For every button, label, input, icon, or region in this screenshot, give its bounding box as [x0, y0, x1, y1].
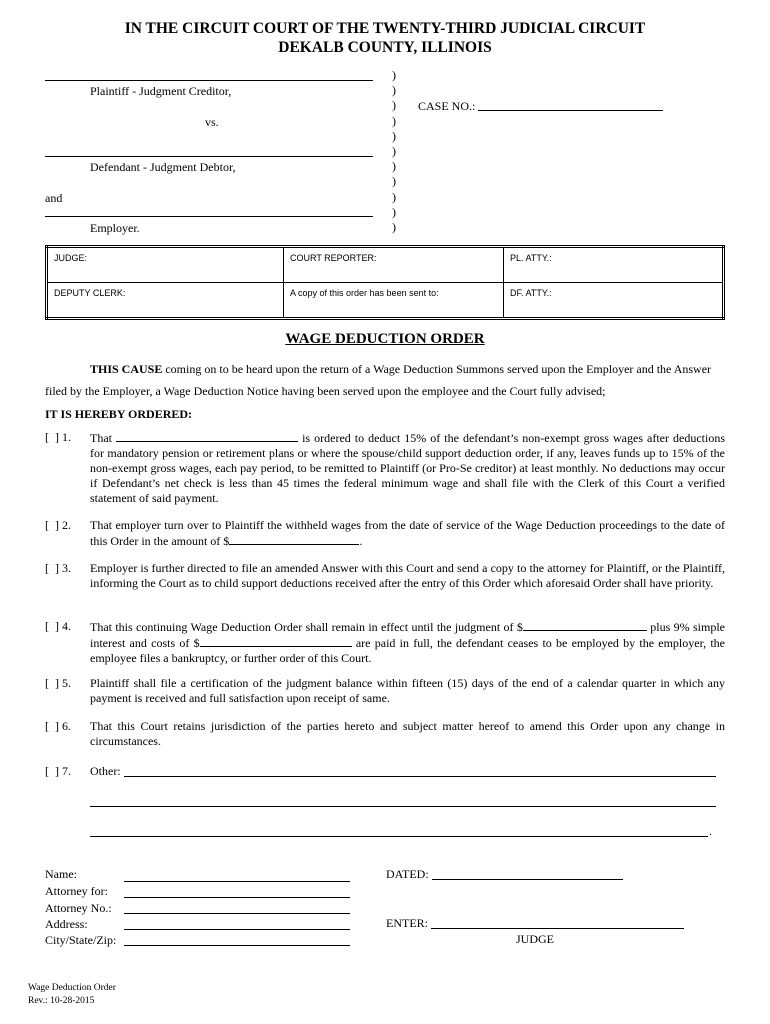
order-title: WAGE DEDUCTION ORDER — [285, 331, 485, 347]
item-4-checkbox[interactable]: [ ] 4. — [45, 619, 71, 633]
caption-paren: ) — [392, 68, 396, 82]
judge-cell[interactable] — [47, 247, 284, 283]
plaintiff-line[interactable] — [45, 80, 373, 81]
caption-paren: ) — [392, 98, 396, 113]
attorney-for-field[interactable] — [124, 897, 350, 898]
costs-amount-field[interactable] — [200, 635, 352, 647]
pl-atty-cell[interactable] — [504, 247, 724, 283]
item-2-text: That employer turn over to Plaintiff the withheld wages from the date of service of the Wage Deduction proceedings to the date of this Order in the amount of $ . — [90, 518, 725, 548]
case-no-label: CASE NO.: — [418, 99, 476, 113]
order-item-7 — [45, 764, 725, 780]
order-item-3 — [45, 561, 725, 607]
deputy-clerk-cell[interactable] — [47, 283, 284, 319]
court-name: IN THE CIRCUIT COURT OF THE TWENTY-THIRD JUDICIAL CIRCUIT — [124, 20, 646, 37]
employer-label: Employer. — [90, 221, 140, 235]
caption-paren: ) — [392, 174, 396, 189]
item-4-text: That this continuing Wage Deduction Order shall remain in effect until the judgment of $ plus 9% simple interest and costs of $ are paid in full, the defendant ceases to be employed by the employer, the employee files a bankruptcy, or further order of this Court. — [90, 620, 726, 665]
item-7-text: Other: — [90, 764, 121, 778]
vs-label: vs. — [205, 115, 219, 129]
address-label: Address: — [45, 917, 88, 931]
item-3-text: Employer is further directed to file an amended Answer with this Court and send a copy to the attorney for Plaintiff, or the Plaintiff, informing the Court as to child support deductions received after the entry of this Order which aforesaid Order shall have priority. — [90, 561, 725, 590]
df-atty-label: DF. ATTY.: — [510, 288, 552, 298]
name-field[interactable] — [124, 881, 350, 882]
caption-paren: ) — [392, 83, 396, 98]
judge-signature-line[interactable] — [431, 928, 684, 929]
item-3-checkbox[interactable]: [ ] 3. — [45, 561, 71, 575]
order-item-5 — [45, 676, 725, 708]
court-reporter-label: COURT REPORTER: — [290, 253, 377, 263]
this-cause-label: THIS CAUSE — [90, 362, 163, 376]
df-atty-cell[interactable] — [504, 283, 724, 319]
item-6-checkbox[interactable]: [ ] 6. — [45, 719, 71, 733]
plaintiff-label: Plaintiff - Judgment Creditor, — [90, 84, 232, 98]
judgment-amount-field[interactable] — [523, 619, 647, 631]
dated-label: DATED: — [386, 867, 429, 881]
city-state-zip-label: City/State/Zip: — [45, 933, 117, 947]
other-line-1[interactable] — [124, 776, 716, 777]
caption-paren: ) — [392, 189, 396, 204]
enter-label: ENTER: — [386, 916, 428, 930]
name-label: Name: — [45, 867, 77, 881]
case-no-field[interactable] — [478, 110, 663, 111]
order-item-2 — [45, 518, 725, 550]
county-name: DEKALB COUNTY, ILLINOIS — [278, 39, 492, 56]
caption-paren: ) — [392, 113, 396, 128]
revision-date: Rev.: 10-28-2015 — [28, 996, 95, 1006]
attorney-for-label: Attorney for: — [45, 884, 108, 898]
order-item-6 — [45, 719, 725, 751]
judge-label-signature: JUDGE — [516, 932, 554, 946]
court-info-table — [45, 245, 725, 320]
caption-paren: ) — [392, 144, 396, 158]
defendant-label: Defendant - Judgment Debtor, — [90, 160, 236, 174]
attorney-no-field[interactable] — [124, 913, 350, 914]
item-7-checkbox[interactable]: [ ] 7. — [45, 764, 71, 778]
caption-paren: ) — [392, 159, 396, 174]
court-reporter-cell[interactable] — [284, 247, 504, 283]
item-1-checkbox[interactable]: [ ] 1. — [45, 430, 71, 444]
deputy-clerk-label: DEPUTY CLERK: — [54, 288, 126, 298]
copy-sent-cell[interactable] — [284, 283, 504, 319]
and-label: and — [45, 191, 63, 205]
city-state-zip-field[interactable] — [124, 945, 350, 946]
other-line-3[interactable] — [90, 836, 708, 837]
defendant-line[interactable] — [45, 156, 373, 157]
item-5-text: Plaintiff shall file a certification of the judgment balance within fifteen (15) days of the end of a calendar quarter in which any payment is received and full satisfaction upon receipt of same. — [90, 676, 725, 705]
item-2-checkbox[interactable]: [ ] 2. — [45, 518, 71, 532]
intro-line-1 — [90, 362, 730, 377]
ordered-label: IT IS HEREBY ORDERED: — [45, 407, 193, 421]
withheld-amount-field[interactable] — [229, 533, 359, 545]
other-line-2[interactable] — [90, 806, 716, 807]
copy-sent-label: A copy of this order has been sent to: — [290, 288, 439, 298]
order-item-4 — [45, 619, 725, 665]
employer-name-field[interactable] — [116, 430, 298, 442]
employer-line[interactable] — [45, 216, 373, 217]
item-5-checkbox[interactable]: [ ] 5. — [45, 676, 71, 690]
intro-line-2: filed by the Employer, a Wage Deduction Notice having been served upon the employee and the Court fully advised; — [45, 384, 606, 398]
judge-label: JUDGE: — [54, 253, 88, 263]
order-item-1 — [45, 430, 725, 510]
other-end-period: . — [709, 824, 712, 838]
attorney-no-label: Attorney No.: — [45, 901, 112, 915]
pl-atty-label: PL. ATTY.: — [510, 253, 552, 263]
intro-text: coming on to be heard upon the return of a Wage Deduction Summons served upon the Employer and the Answer — [162, 362, 712, 376]
caption-paren: ) — [392, 128, 396, 143]
address-field[interactable] — [124, 929, 350, 930]
item-6-text: That this Court retains jurisdiction of the parties hereto and subject matter hereof to amend this Order upon any change in circumstances. — [90, 719, 725, 748]
dated-field[interactable] — [432, 879, 623, 880]
item-1-text: That is ordered to deduct 15% of the defendant’s non-exempt gross wages after deductions for mandatory pension or retirement plans or where the spouse/child support deduction order, if any, leaves funds up to 15% of the non-exempt gross wages, each pay period, to be remitted to Plaintiff (or Pro-Se creditor) at least monthly. No deductions may occur if Defendant’s net check is less than 45 times the federal minimum wage and shall file with the Clerk of this Court a verified statement of said payment. — [90, 431, 726, 505]
caption-paren: ) — [392, 204, 396, 219]
caption-paren: ) — [392, 220, 396, 234]
form-name: Wage Deduction Order — [28, 983, 116, 993]
